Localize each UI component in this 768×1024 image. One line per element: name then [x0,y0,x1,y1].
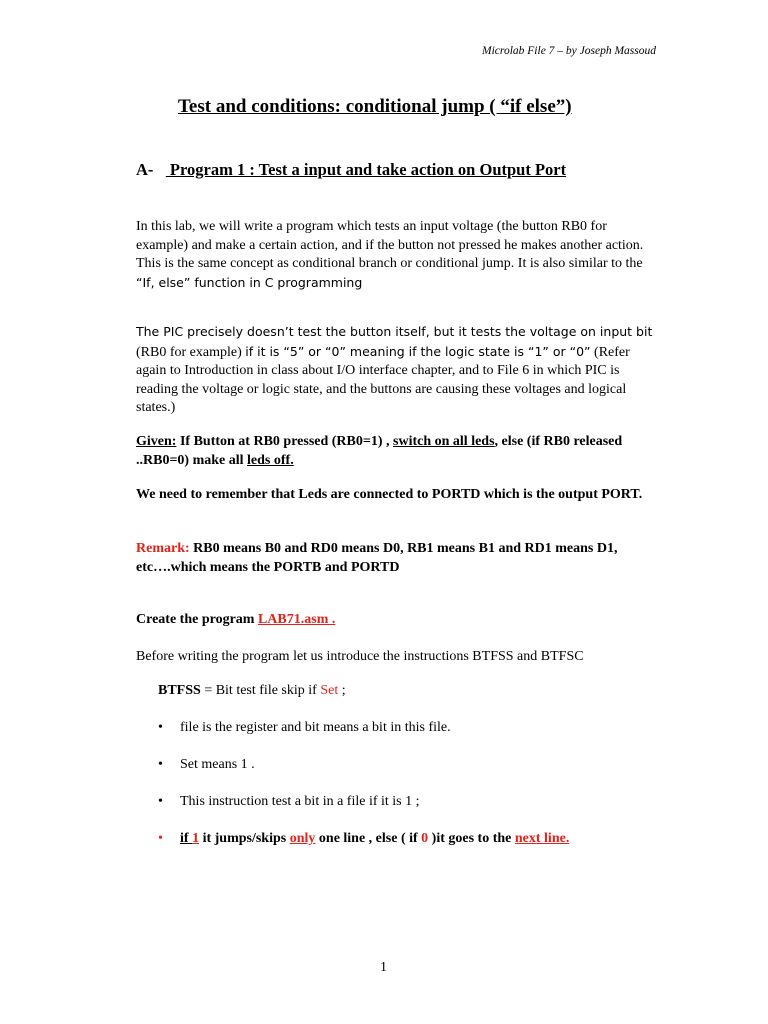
given-label: Given: [136,434,177,449]
bullet-icon: • [158,831,163,846]
given-text-1: If Button at RB0 pressed (RB0=1) , [176,434,394,449]
remember-paragraph: We need to remember that Leds are connected to PORTD which is the output PORT. [136,487,643,502]
intro-text-3: “If, else” function in C programming [136,274,363,290]
remark-text: RB0 means B0 and RD0 means D0, RB1 means B1 and RD1 means D1, etc….which means the PORTB and PORTD [136,541,618,575]
intro-text-2: This is the same concept as conditional branch or conditional jump. It is also similar to the [136,256,643,271]
bullet-text-4 [180,831,569,847]
intro-paragraph [136,218,656,293]
bullet-icon: • [158,794,163,809]
remark-label: Remark: [136,541,190,556]
create-text: Create the program [136,612,258,627]
page-number: 1 [380,960,387,975]
given-switch: switch on all leds [393,434,495,449]
page-title: Test and conditions: conditional jump ( “if else”) [178,96,572,117]
pic-text-3: if it is “5” or “0” meaning if the logic state is “1” or “0” [245,343,591,359]
section-title: Program 1 : Test a input and take action on Output Port [165,160,567,179]
pic-text-1: The PIC precisely doesn’t test the button itself, but it tests the voltage on input bit [136,324,653,339]
b4-jumps: it jumps/skips [199,831,290,846]
b4-if: if [180,831,193,846]
b4-goes: )it goes to the [428,831,515,846]
bullet-text-3: This instruction test a bit in a file if it is 1 ; [180,794,420,809]
btfss-definition [158,683,346,699]
given-paragraph [136,433,656,470]
bullet-icon: • [158,757,163,772]
btfss-end: ; [338,683,346,698]
create-paragraph [136,611,656,630]
pic-text-4: (Refer again to Introduction in class about I/O interface chapter, and to File 6 in which PIC is reading the voltage or logic state, and the buttons are causing these voltages and logical states.) [136,344,630,415]
bullet-text-2: Set means 1 . [180,757,255,772]
section-prefix: A- [136,160,154,179]
b4-only: only [289,831,316,846]
b4-line: one line , else ( if [315,831,422,846]
btfss-text: = Bit test file skip if [200,683,321,698]
page-header: Microlab File 7 – by Joseph Massoud [482,45,656,57]
btfss-name: BTFSS [158,683,201,698]
intro-text-1: In this lab, we will write a program which tests an input voltage (the button RB0 for example) and make a certain action, and if the button not pressed he makes another action. [136,219,644,253]
b4-one: 1 [192,831,200,846]
b4-zero: 0 [421,831,429,846]
given-text-2: , else (if RB0 released ..RB0=0) make all [136,434,623,468]
b4-next: next line. [514,831,570,846]
remark-paragraph [136,540,656,577]
bullet-icon: • [158,720,163,735]
given-off: leds off. [247,452,294,468]
create-file: LAB71.asm . [257,612,336,627]
before-paragraph: Before writing the program let us introduce the instructions BTFSS and BTFSC [136,649,584,664]
section-heading [136,160,566,180]
pic-text-2: (RB0 for example) [136,344,246,360]
bullet-text-1: file is the register and bit means a bit in this file. [180,720,451,735]
btfss-set: Set [320,683,339,698]
pic-paragraph [136,323,656,418]
